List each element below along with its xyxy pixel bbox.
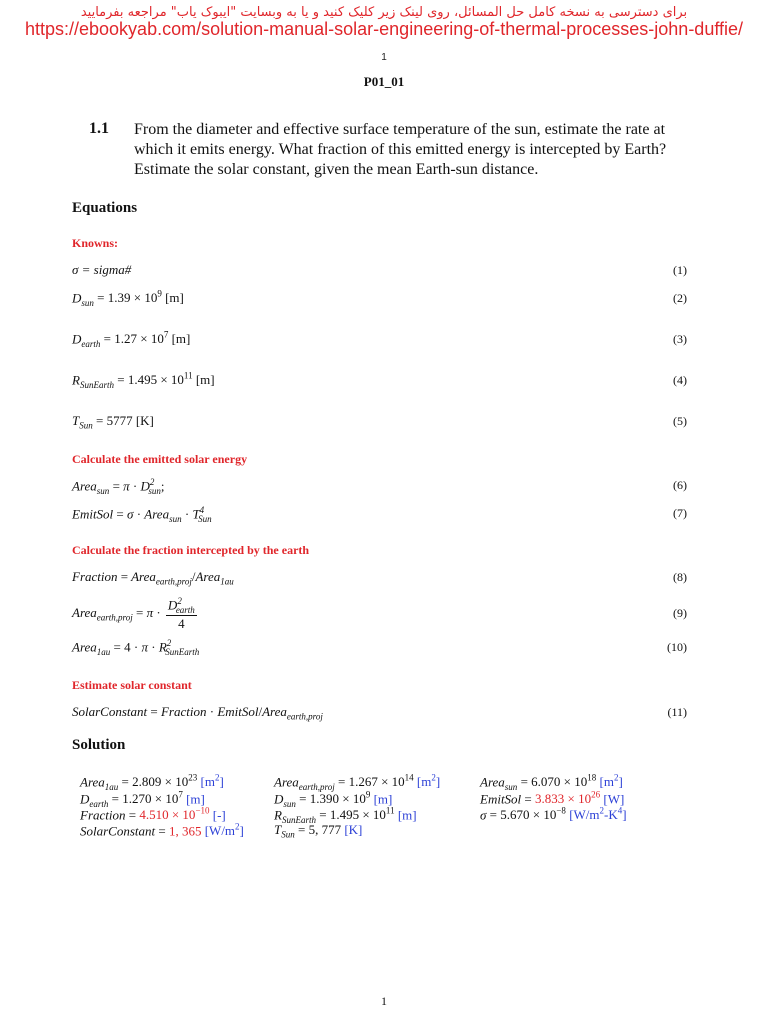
- solution-emit-sol: EmitSol = $3.833 \times 10^{26}$ [W]: [480, 790, 625, 807]
- solar-constant-heading: Estimate solar constant: [72, 678, 192, 692]
- equation-number: (7): [673, 506, 687, 520]
- fraction-heading: Calculate the fraction intercepted by the earth: [72, 543, 310, 557]
- equation-number: (4): [673, 373, 687, 387]
- equation-area-earth-proj: Area$_{earth,proj}$ = π · $\frac{D^2_{earth}}{4}$: [72, 596, 195, 631]
- equation-r-sun-earth: $R_{SunEarth} = 1.495 \times 10^{11}$ [m]: [72, 371, 215, 390]
- solution-r-sun-earth: $R_{SunEarth} = 1.495 \times 10^{11}$ [m]: [274, 806, 417, 825]
- solution-area-sun: Area$_{sun}$ = $6.070 \times 10^{18}$ $[m^2]$: [480, 773, 623, 792]
- equation-t-sun: $T_{Sun} = 5777$ [K]: [72, 413, 154, 431]
- equation-number: (1): [673, 263, 687, 277]
- equation-number: (10): [667, 640, 687, 654]
- equation-number: (6): [673, 478, 687, 492]
- question-number: 1.1: [89, 120, 109, 137]
- equation-d-earth: $D_{earth} = 1.27 \times 10^7$ [m]: [72, 330, 191, 349]
- solution-sigma: $\sigma = 5.670 \times 10^{-8}$ $[W/m^2-K^4]$: [480, 806, 627, 823]
- equations-heading: Equations: [72, 200, 138, 216]
- problem-id: P01_01: [363, 74, 405, 89]
- ebook-link[interactable]: https://ebookyab.com/solution-manual-solar-engineering-of-thermal-processes-john-duffie/: [24, 19, 744, 39]
- solution-area-earth-proj: Area$_{earth,proj}$ = $1.267 \times 10^{14}$ $[m^2]$: [274, 773, 441, 792]
- solution-solar-constant: SolarConstant = 1, 365 $[W/m^2]$: [80, 822, 244, 839]
- equation-number: (3): [673, 332, 687, 346]
- solution-d-sun: $D_{sun} = 1.390 \times 10^9$ [m]: [274, 790, 393, 809]
- equation-solar-constant: SolarConstant = Fraction · EmitSol/Area$_{earth,proj}$: [72, 704, 323, 722]
- knowns-heading: Knowns:: [72, 236, 119, 250]
- equation-area-1au: Area$_{1au}$ = $4 \cdot \pi \cdot R^2_{SunEarth}$: [72, 638, 200, 657]
- question-text: From the diameter and effective surface temperature of the sun, estimate the rate at which it emits energy. What fraction of this emitted energy is intercepted by Earth? Estimate the solar constant, given the mean Earth-sun distance.: [134, 121, 667, 178]
- equation-area-sun: Area$_{sun}$ = $\pi \cdot D^2_{sun}$;: [72, 477, 165, 496]
- solution-t-sun: $T_{Sun} = 5$, 777 [K]: [274, 822, 363, 840]
- equation-number: (5): [673, 414, 687, 428]
- equation-number: (11): [667, 705, 687, 719]
- equation-number: (9): [673, 606, 687, 620]
- solution-area-1au: Area$_{1au}$ = $2.809 \times 10^{23}$ $[m^2]$: [80, 773, 224, 792]
- equation-number: (8): [673, 570, 687, 584]
- solution-d-earth: $D_{earth} = 1.270 \times 10^7$ [m]: [80, 790, 205, 809]
- equation-sigma: σ = sigma#: [72, 262, 132, 277]
- header-page-number: 1: [381, 52, 387, 63]
- emitted-energy-heading: Calculate the emitted solar energy: [72, 452, 248, 466]
- persian-banner: برای دسترسی به نسخه کامل حل المسائل، روی لینک زیر کلیک کنید و یا به وبسایت "ایبوک یاب" مراجعه بفرمایید: [80, 5, 688, 20]
- solution-heading: Solution: [72, 737, 126, 753]
- solution-fraction: Fraction = $4.510 \times 10^{-10}$ [-]: [80, 806, 226, 823]
- footer-page-number: 1: [381, 994, 387, 1008]
- equation-emit-sol: EmitSol = σ · Area$_{sun}$ · $T^4_{Sun}$: [72, 505, 212, 524]
- equation-d-sun: $D_{sun} = 1.39 \times 10^9$ [m]: [72, 289, 184, 308]
- equation-number: (2): [673, 291, 687, 305]
- equation-fraction: Fraction = Area$_{earth,proj}$/Area$_{1au}$: [72, 569, 234, 587]
